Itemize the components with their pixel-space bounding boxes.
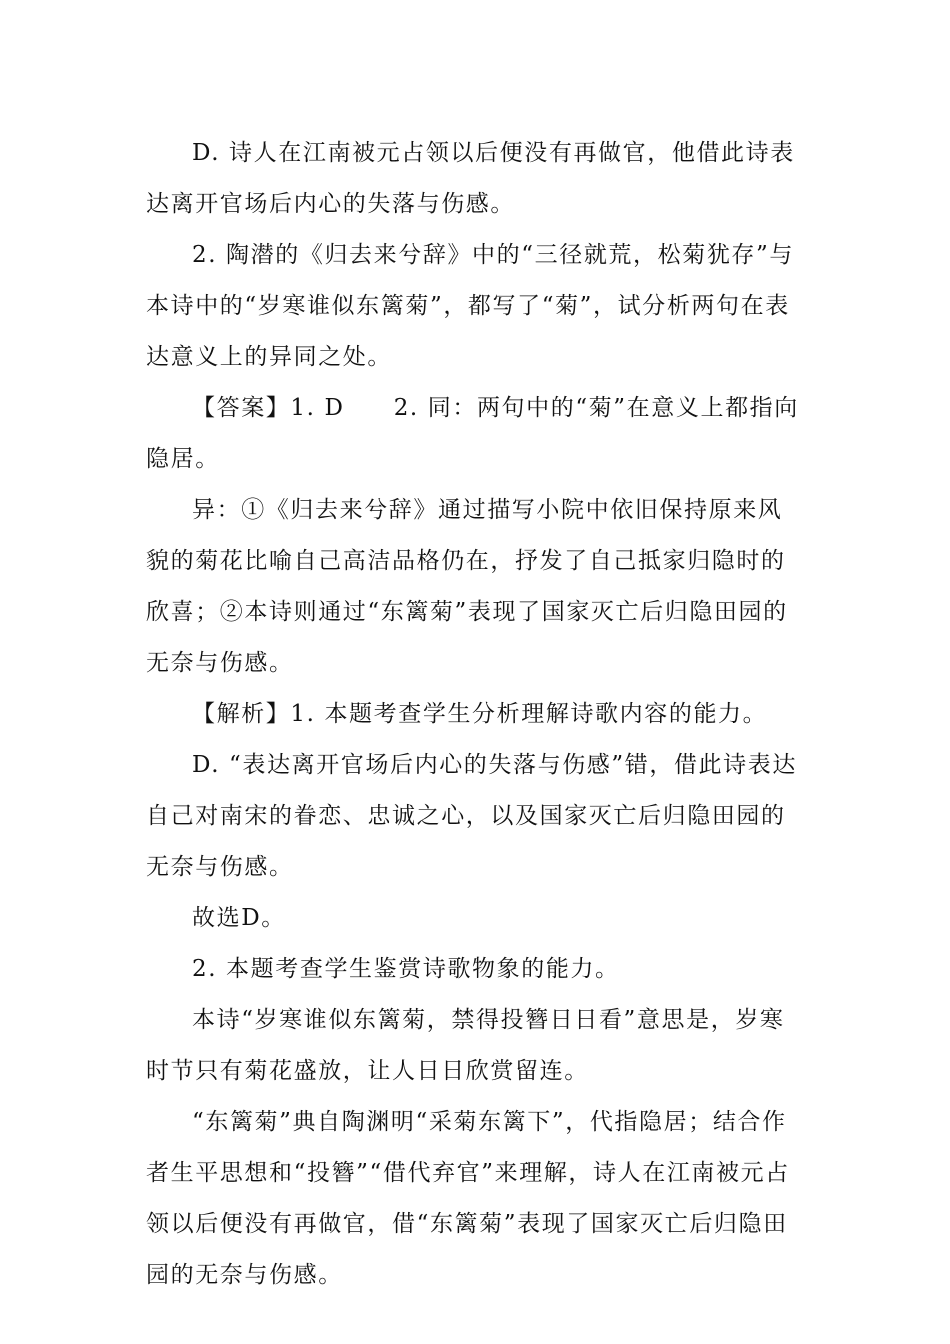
analysis-2-paragraph: 2. 本题考查学生鉴赏诗歌物象的能力。 [192,956,620,982]
question-2-paragraph: 2. 陶潜的《归去来兮辞》中的“三径就荒，松菊犹存”与本诗中的“岁寒谁似东篱菊”，都写了“菊”，试分析两句在表达意义上的异同之处。 [146,242,794,370]
analysis-1-paragraph: 【解析】1. 本题考查学生分析理解诗歌内容的能力。 [192,701,768,727]
analysis-option-d-paragraph: D. “表达离开官场后内心的失落与伤感”错，借此诗表达自己对南宋的眷恋、忠诚之心，以及国家灭亡后归隐田园的无奈与伤感。 [146,752,797,880]
answer-paragraph: 【答案】1. D 2. 同：两句中的“菊”在意义上都指向隐居。 [146,395,799,472]
poem-meaning-paragraph: 本诗“岁寒谁似东篱菊，禁得投簪日日看”意思是，岁寒时节只有菊花盛放，让人日日欣赏留连。 [146,1007,785,1084]
option-d-paragraph: D. 诗人在江南被元占领以后便没有再做官，他借此诗表达离开官场后内心的失落与伤感。 [146,140,795,217]
document-body [146,128,806,1301]
conclusion-paragraph: 故选D。 [192,905,286,931]
answer-difference-paragraph: 异：①《归去来兮辞》通过描写小院中依旧保持原来风貌的菊花比喻自己高洁品格仍在，抒发了自己抵家归隐时的欣喜；②本诗则通过“东篱菊”表现了国家灭亡后归隐田园的无奈与伤感。 [146,497,788,676]
allusion-paragraph: “东篱菊”典自陶渊明“采菊东篱下”，代指隐居；结合作者生平思想和“投簪”“借代弃官”来理解，诗人在江南被元占领以后便没有再做官，借“东篱菊”表现了国家灭亡后归隐田园的无奈与伤感。 [146,1109,790,1288]
